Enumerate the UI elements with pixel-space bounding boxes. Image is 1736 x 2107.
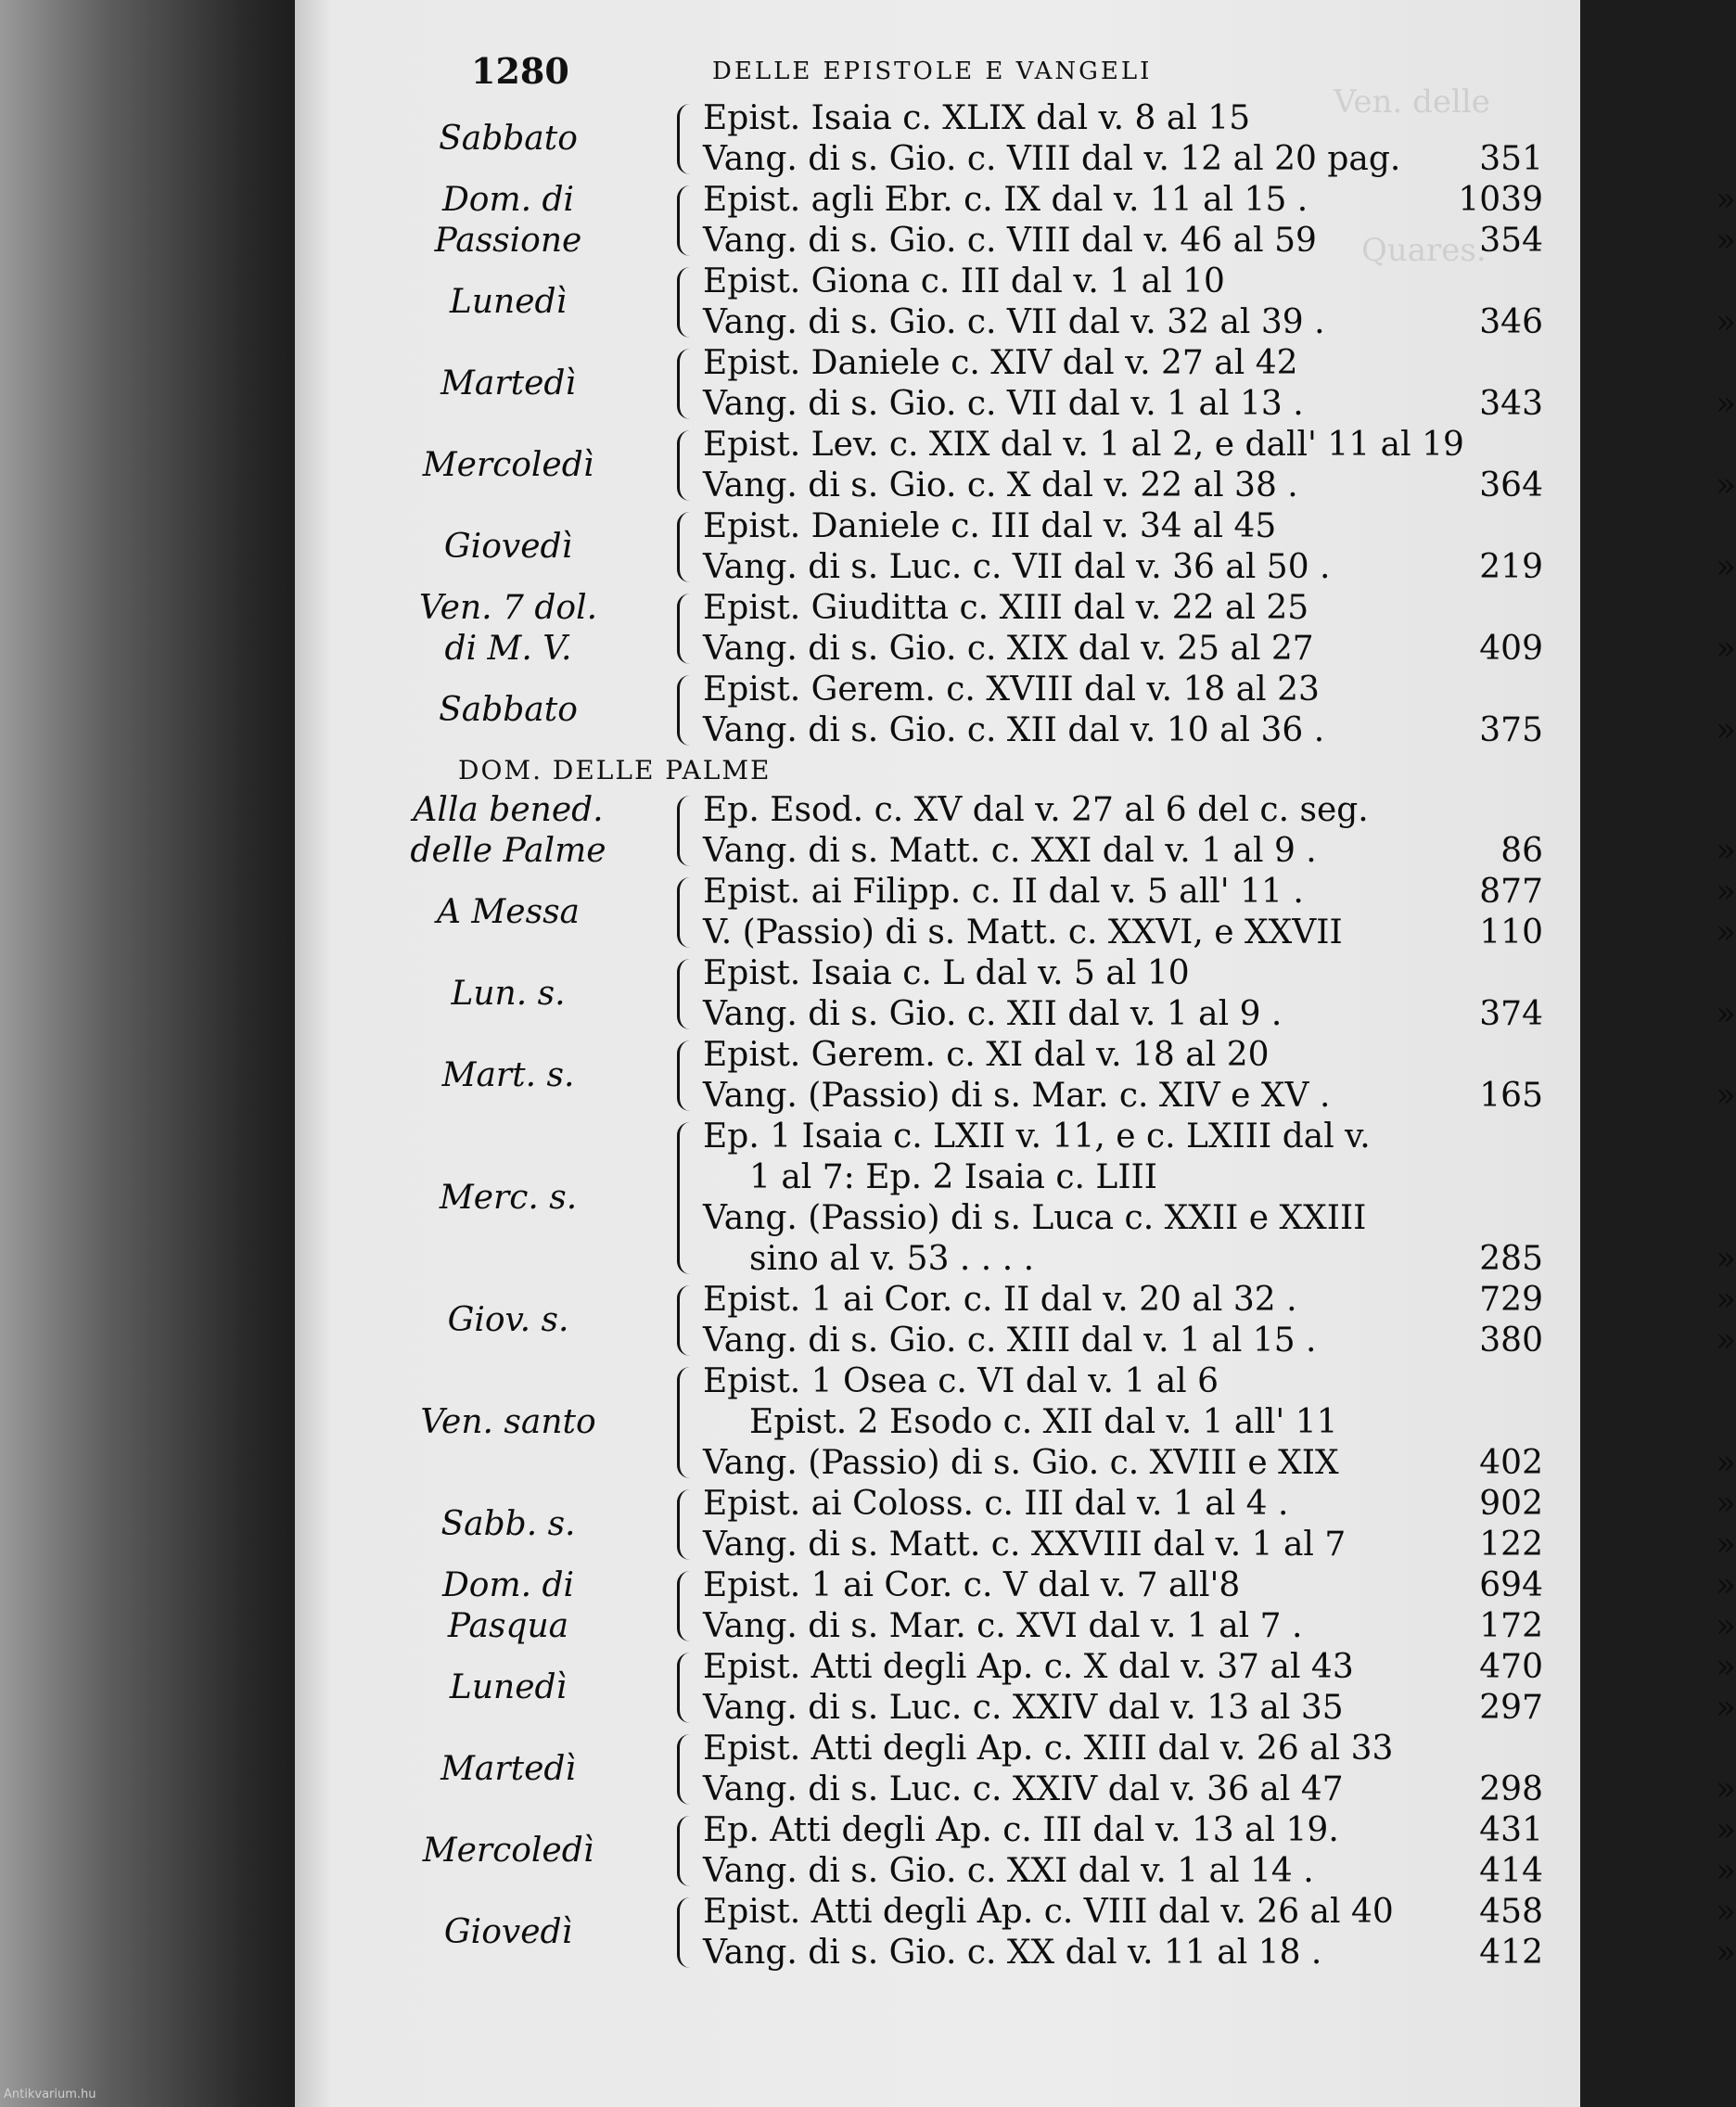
- day-label: Mart. s.: [441, 1056, 575, 1094]
- curly-brace: [677, 512, 695, 582]
- page-reference: 470: [1479, 1648, 1543, 1686]
- reading-line: [703, 1280, 1736, 1321]
- liturgical-day: [323, 1035, 694, 1117]
- curly-brace: [677, 267, 695, 338]
- day-label: Giovedì: [443, 1913, 573, 1951]
- reading-citation: Vang. di s. Gio. c. X dal v. 22 al 38 .: [703, 466, 1298, 504]
- lection-entry: [295, 425, 1736, 506]
- reading-line: [703, 831, 1736, 872]
- reading-line: [703, 547, 1736, 588]
- reading-citation: Vang. di s. Gio. c. VII dal v. 1 al 13 .: [703, 385, 1304, 423]
- curly-brace: [677, 1734, 695, 1805]
- reading-line: [703, 1933, 1736, 1973]
- day-label: Pasqua: [447, 1607, 569, 1645]
- lection-entry: [295, 953, 1736, 1035]
- reading-line: [703, 710, 1736, 751]
- ditto-mark: »: [1716, 832, 1736, 870]
- running-title: DELLE EPISTOLE E VANGELI: [712, 57, 1153, 85]
- curly-brace: [677, 1489, 695, 1560]
- page-reference: 297: [1479, 1689, 1543, 1727]
- reading-line: [703, 466, 1736, 506]
- ditto-mark: »: [1716, 1444, 1736, 1482]
- lection-entry: [295, 343, 1736, 425]
- ditto-mark: »: [1716, 913, 1736, 951]
- page-reference: 1039: [1458, 181, 1543, 219]
- page-reference: 122: [1479, 1526, 1543, 1564]
- curly-brace: [677, 430, 695, 501]
- reading-line: [703, 1198, 1580, 1239]
- curly-brace: [677, 1041, 695, 1111]
- ditto-mark: »: [1716, 1811, 1736, 1849]
- lectionary-index: [295, 98, 1736, 1973]
- ditto-mark: »: [1716, 222, 1736, 260]
- ditto-mark: »: [1716, 1689, 1736, 1727]
- reading-line: [703, 425, 1580, 466]
- lection-entry: [295, 1565, 1736, 1647]
- reading-line: [703, 1321, 1736, 1361]
- page-reference: 110: [1479, 913, 1543, 951]
- reading-citation: Vang. di s. Luc. c. VII dal v. 36 al 50 .: [703, 548, 1331, 586]
- reading-citation: Vang. di s. Gio. c. XIII dal v. 1 al 15 .: [703, 1322, 1317, 1360]
- curly-brace: [677, 1122, 695, 1274]
- page-reference: 458: [1479, 1893, 1543, 1931]
- liturgical-day: [323, 262, 694, 343]
- liturgical-day: [323, 1892, 694, 1973]
- reading-citation: Vang. di s. Gio. c. VIII dal v. 12 al 20 pag.: [703, 140, 1401, 178]
- ditto-mark: »: [1716, 1893, 1736, 1931]
- reading-citation: Vang. di s. Gio. c. XII dal v. 1 al 9 .: [703, 995, 1283, 1033]
- reading-citation: Epist. ai Coloss. c. III dal v. 1 al 4 .: [703, 1485, 1289, 1523]
- reading-line: [703, 913, 1736, 953]
- reading-citation: Vang. di s. Gio. c. VIII dal v. 46 al 59: [703, 222, 1317, 260]
- day-label: Sabbato: [439, 120, 578, 158]
- page-reference: 219: [1479, 548, 1543, 586]
- ditto-mark: »: [1716, 385, 1736, 423]
- reading-citation: Vang. di s. Matt. c. XXI dal v. 1 al 9 .: [703, 832, 1317, 870]
- page-number: 1280: [471, 50, 569, 92]
- liturgical-day: [323, 98, 694, 180]
- liturgical-day: [323, 1565, 694, 1647]
- liturgical-day: [323, 1117, 694, 1280]
- liturgical-day: [323, 1484, 694, 1565]
- reading-citation: Ep. 1 Isaia c. LXII v. 11, e c. LXIII dal v.: [703, 1117, 1371, 1156]
- reading-citation: Epist. Gerem. c. XVIII dal v. 18 al 23: [703, 670, 1320, 709]
- liturgical-day: [323, 953, 694, 1035]
- reading-line: [703, 1525, 1736, 1565]
- curly-brace: [677, 796, 695, 866]
- ditto-mark: »: [1716, 1281, 1736, 1319]
- reading-citation: Epist. 1 ai Cor. c. II dal v. 20 al 32 .: [703, 1281, 1297, 1319]
- reading-citation: 1 al 7: Ep. 2 Isaia c. LIII: [749, 1158, 1157, 1196]
- ditto-mark: »: [1716, 711, 1736, 749]
- page-reference: 902: [1479, 1485, 1543, 1523]
- liturgical-day: [323, 1647, 694, 1729]
- show-through-text: Quares.: [1361, 232, 1487, 269]
- reading-line: [703, 1606, 1736, 1647]
- ditto-mark: »: [1716, 1770, 1736, 1808]
- day-label: Lunedì: [449, 1668, 568, 1706]
- liturgical-day: [323, 670, 694, 751]
- liturgical-day: [323, 1280, 694, 1361]
- lection-entry: [295, 1647, 1736, 1729]
- reading-citation: Ep. Atti degli Ap. c. III dal v. 13 al 19.: [703, 1811, 1339, 1849]
- reading-citation: Vang. di s. Luc. c. XXIV dal v. 36 al 47: [703, 1770, 1344, 1808]
- liturgical-day: [323, 1729, 694, 1810]
- ditto-mark: »: [1716, 548, 1736, 586]
- reading-citation: Epist. agli Ebr. c. IX dal v. 11 al 15 .: [703, 181, 1308, 219]
- lection-entry: [295, 506, 1736, 588]
- liturgical-day: [323, 425, 694, 506]
- reading-line: [703, 1851, 1736, 1892]
- reading-line: [703, 670, 1580, 710]
- curly-brace: [677, 959, 695, 1029]
- reading-line: [703, 262, 1580, 302]
- liturgical-day: [323, 1810, 694, 1892]
- reading-line: [703, 1076, 1736, 1117]
- ditto-mark: »: [1716, 1566, 1736, 1604]
- reading-citation: Vang. di s. Gio. c. XXI dal v. 1 al 14 .: [703, 1852, 1314, 1890]
- day-label: Giov. s.: [447, 1301, 569, 1339]
- lection-entry: [295, 1810, 1736, 1892]
- liturgical-day: [323, 180, 694, 262]
- reading-line: [703, 953, 1580, 994]
- page-reference: 165: [1479, 1077, 1543, 1115]
- page-reference: 346: [1479, 303, 1543, 341]
- page-reference: 414: [1479, 1852, 1543, 1890]
- day-label: Alla bened.: [413, 791, 604, 829]
- reading-line: [703, 994, 1736, 1035]
- page-reference: 343: [1479, 385, 1543, 423]
- lection-entry: [295, 1484, 1736, 1565]
- ditto-mark: »: [1716, 303, 1736, 341]
- curly-brace: [677, 1816, 695, 1886]
- reading-citation: Epist. Isaia c. L dal v. 5 al 10: [703, 954, 1190, 992]
- lection-entry: [295, 670, 1736, 751]
- reading-line: [703, 1035, 1580, 1076]
- day-label: Ven. santo: [420, 1403, 596, 1441]
- reading-line: [703, 1361, 1580, 1402]
- day-label: Passione: [434, 222, 582, 260]
- lection-entry: [295, 790, 1736, 872]
- curly-brace: [677, 1653, 695, 1723]
- reading-citation: Epist. Daniele c. XIV dal v. 27 al 42: [703, 344, 1298, 382]
- background-left: [0, 0, 306, 2107]
- day-label: Dom. di: [441, 1566, 575, 1604]
- curly-brace: [677, 349, 695, 419]
- reading-line: [703, 98, 1580, 139]
- liturgical-day: [323, 790, 694, 872]
- lection-entry: [295, 98, 1580, 180]
- reading-line: [703, 790, 1580, 831]
- section-heading: DOM. DELLE PALME: [458, 755, 772, 785]
- reading-line: [703, 588, 1580, 629]
- liturgical-day: [323, 506, 694, 588]
- ditto-mark: »: [1716, 1526, 1736, 1564]
- ditto-mark: »: [1716, 995, 1736, 1033]
- watermark: Antikvarium.hu: [4, 2088, 96, 2101]
- book-page: [295, 0, 1736, 2107]
- reading-line: [703, 1647, 1736, 1688]
- page-reference: 729: [1479, 1281, 1543, 1319]
- reading-citation: Vang. di s. Gio. c. XII dal v. 10 al 36 .: [703, 711, 1325, 749]
- lection-entry: [295, 1035, 1736, 1117]
- ditto-mark: »: [1716, 1485, 1736, 1523]
- reading-line: [703, 384, 1736, 425]
- reading-citation: Ep. Esod. c. XV dal v. 27 al 6 del c. seg.: [703, 791, 1369, 829]
- reading-citation: Vang. di s. Gio. c. XIX dal v. 25 al 27: [703, 630, 1314, 668]
- reading-line: [703, 180, 1736, 221]
- page-reference: 351: [1479, 140, 1543, 178]
- reading-line: [703, 629, 1736, 670]
- day-label: Lun. s.: [451, 975, 566, 1013]
- lection-entry: [295, 1892, 1736, 1973]
- reading-citation: Vang. di s. Luc. c. XXIV dal v. 13 al 35: [703, 1689, 1344, 1727]
- lection-entry: [295, 1280, 1736, 1361]
- reading-citation: Vang. di s. Matt. c. XXVIII dal v. 1 al 7: [703, 1526, 1347, 1564]
- day-label: Lunedì: [449, 283, 568, 321]
- lection-entry: [295, 1361, 1736, 1484]
- page-reference: 402: [1479, 1444, 1543, 1482]
- reading-citation: Vang. (Passio) di s. Luca c. XXII e XXIII: [703, 1199, 1367, 1237]
- reading-citation: Epist. 2 Esodo c. XII dal v. 1 all' 11: [749, 1403, 1338, 1441]
- ditto-mark: »: [1716, 630, 1736, 668]
- reading-line: [703, 1810, 1736, 1851]
- lection-entry: [295, 588, 1736, 670]
- reading-citation: V. (Passio) di s. Matt. c. XXVI, e XXVII: [703, 913, 1343, 951]
- lection-entry: [295, 1117, 1736, 1280]
- reading-line: [703, 302, 1736, 343]
- reading-citation: Epist. Atti degli Ap. c. X dal v. 37 al 43: [703, 1648, 1354, 1686]
- ditto-mark: »: [1716, 1607, 1736, 1645]
- reading-citation: Epist. ai Filipp. c. II dal v. 5 all' 11 .: [703, 873, 1304, 911]
- day-label: Dom. di: [441, 181, 575, 219]
- reading-citation: Epist. 1 Osea c. VI dal v. 1 al 6: [703, 1362, 1219, 1400]
- reading-citation: Epist. Atti degli Ap. c. XIII dal v. 26 al 33: [703, 1730, 1394, 1768]
- reading-line: [703, 1117, 1580, 1157]
- page-reference: 354: [1479, 222, 1543, 260]
- ditto-mark: »: [1716, 1648, 1736, 1686]
- reading-line: [703, 1484, 1736, 1525]
- reading-citation: Epist. Lev. c. XIX dal v. 1 al 2, e dall' 11 al 19: [703, 426, 1464, 464]
- ditto-mark: »: [1716, 466, 1736, 504]
- curly-brace: [677, 1367, 695, 1478]
- reading-line: [703, 1157, 1580, 1198]
- day-label: A Messa: [436, 893, 581, 931]
- reading-line: [703, 506, 1580, 547]
- reading-citation: Epist. Daniele c. III dal v. 34 al 45: [703, 507, 1277, 545]
- reading-citation: Epist. Atti degli Ap. c. VIII dal v. 26 al 40: [703, 1893, 1394, 1931]
- page-reference: 431: [1479, 1811, 1543, 1849]
- ditto-mark: »: [1716, 1934, 1736, 1972]
- day-label: delle Palme: [410, 832, 606, 870]
- ditto-mark: »: [1716, 1852, 1736, 1890]
- liturgical-day: [323, 588, 694, 670]
- reading-citation: Vang. (Passio) di s. Mar. c. XIV e XV .: [703, 1077, 1331, 1115]
- curly-brace: [677, 1285, 695, 1356]
- lection-entry: [295, 262, 1736, 343]
- reading-line: [703, 221, 1736, 262]
- page-reference: 298: [1479, 1770, 1543, 1808]
- reading-citation: Vang. di s. Gio. c. VII dal v. 32 al 39 .: [703, 303, 1325, 341]
- day-label: Merc. s.: [439, 1179, 578, 1217]
- day-label: Martedì: [440, 364, 576, 402]
- liturgical-day: [323, 1361, 694, 1484]
- page-reference: 375: [1479, 711, 1543, 749]
- ditto-mark: »: [1716, 1240, 1736, 1278]
- day-label: Mercoledì: [422, 446, 594, 484]
- reading-line: [703, 872, 1736, 913]
- reading-line: [703, 1443, 1736, 1484]
- day-label: Sabbato: [439, 691, 578, 729]
- reading-citation: Vang. di s. Gio. c. XX dal v. 11 al 18 .: [703, 1934, 1322, 1972]
- ditto-mark: »: [1716, 181, 1736, 219]
- reading-citation: Vang. di s. Mar. c. XVI dal v. 1 al 7 .: [703, 1607, 1303, 1645]
- curly-brace: [677, 104, 695, 174]
- day-label: Ven. 7 dol.: [418, 589, 598, 627]
- lection-entry: [295, 1729, 1736, 1810]
- ditto-mark: »: [1716, 1322, 1736, 1360]
- reading-line: [703, 1402, 1580, 1443]
- reading-citation: Epist. Giuditta c. XIII dal v. 22 al 25: [703, 589, 1309, 627]
- lection-entry: [295, 872, 1736, 953]
- reading-line: [703, 1769, 1736, 1810]
- reading-line: [703, 1239, 1736, 1280]
- curly-brace: [677, 877, 695, 948]
- page-reference: 409: [1479, 630, 1543, 668]
- curly-brace: [677, 1571, 695, 1641]
- reading-line: [703, 1565, 1736, 1606]
- page-reference: 172: [1479, 1607, 1543, 1645]
- page-reference: 412: [1479, 1934, 1543, 1972]
- page-reference: 877: [1479, 873, 1543, 911]
- reading-line: [703, 343, 1580, 384]
- reading-citation: Epist. 1 ai Cor. c. V dal v. 7 all'8: [703, 1566, 1241, 1604]
- reading-citation: Epist. Isaia c. XLIX dal v. 8 al 15: [703, 99, 1251, 137]
- ditto-mark: »: [1716, 1077, 1736, 1115]
- curly-brace: [677, 185, 695, 256]
- lection-entry: [295, 180, 1736, 262]
- reading-citation: Epist. Gerem. c. XI dal v. 18 al 20: [703, 1036, 1270, 1074]
- reading-citation: Epist. Giona c. III dal v. 1 al 10: [703, 262, 1225, 300]
- curly-brace: [677, 1897, 695, 1968]
- day-label: Mercoledì: [422, 1832, 594, 1870]
- day-label: Martedì: [440, 1750, 576, 1788]
- page-reference: 380: [1479, 1322, 1543, 1360]
- reading-citation: sino al v. 53 . . . .: [749, 1240, 1035, 1278]
- reading-citation: Vang. (Passio) di s. Gio. c. XVIII e XIX: [703, 1444, 1339, 1482]
- reading-line: [703, 139, 1580, 180]
- day-label: Sabb. s.: [440, 1505, 576, 1543]
- day-label: Giovedì: [443, 528, 573, 566]
- reading-line: [703, 1892, 1736, 1933]
- page-reference: 86: [1500, 832, 1543, 870]
- page-header: [471, 50, 1543, 93]
- page-reference: 694: [1479, 1566, 1543, 1604]
- day-label: di M. V.: [444, 630, 572, 668]
- page-reference: 285: [1479, 1240, 1543, 1278]
- reading-line: [703, 1729, 1580, 1769]
- page-reference: 364: [1479, 466, 1543, 504]
- curly-brace: [677, 594, 695, 664]
- curly-brace: [677, 675, 695, 746]
- page-reference: 374: [1479, 995, 1543, 1033]
- liturgical-day: [323, 343, 694, 425]
- reading-line: [703, 1688, 1736, 1729]
- show-through-text: Ven. delle: [1334, 83, 1490, 121]
- liturgical-day: [323, 872, 694, 953]
- ditto-mark: »: [1716, 873, 1736, 911]
